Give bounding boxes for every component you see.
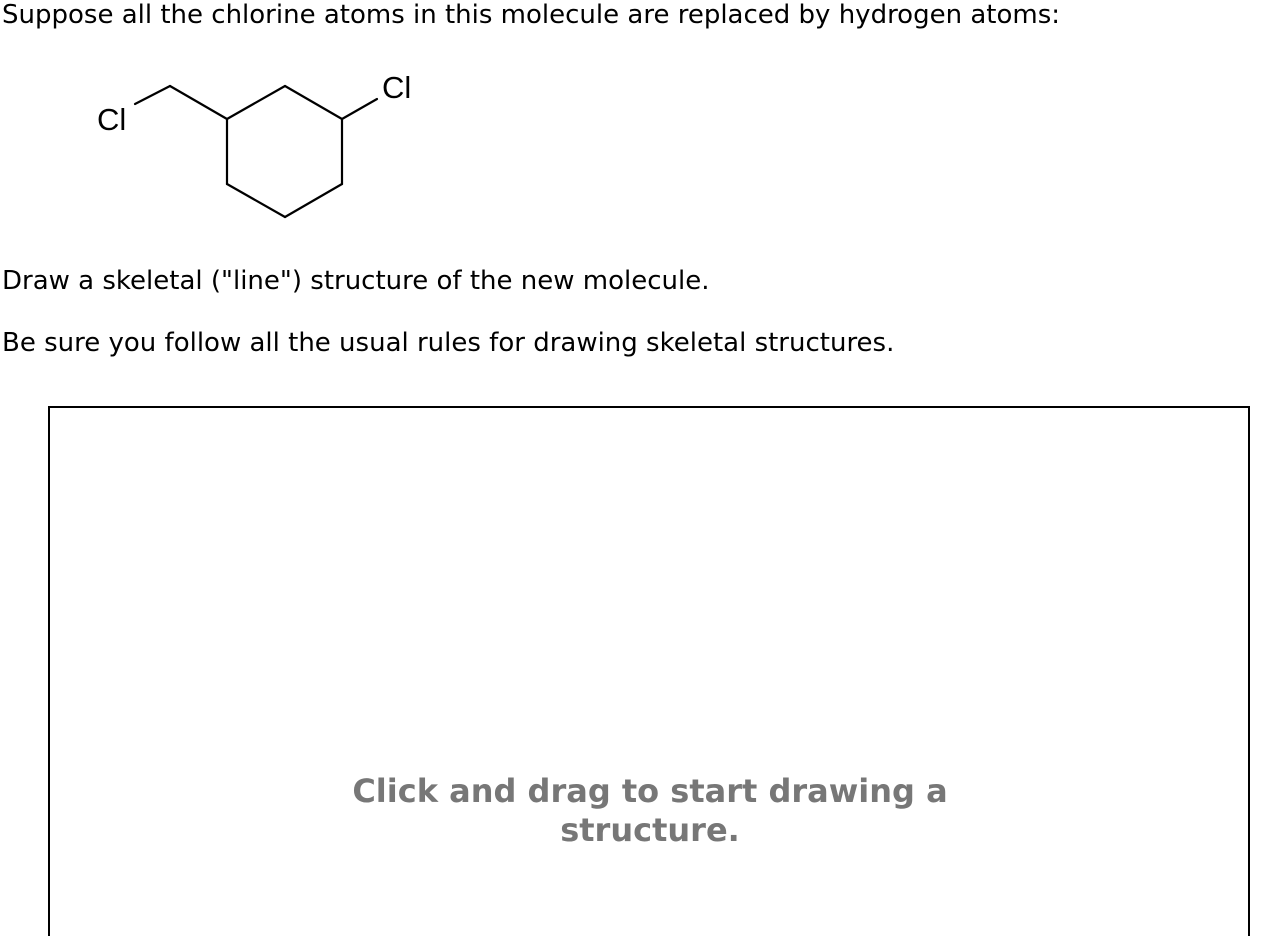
ring-bond-2 bbox=[285, 86, 342, 119]
atom-label-cl-right: Cl bbox=[382, 70, 412, 105]
ring-bond-4 bbox=[285, 184, 342, 217]
question-instruction-text: Draw a skeletal ("line") structure of the new molecule. bbox=[2, 266, 710, 296]
bond-ring-cl bbox=[342, 99, 377, 119]
question-intro-text: Suppose all the chlorine atoms in this molecule are replaced by hydrogen atoms: bbox=[2, 0, 1061, 30]
bond-ch2-ring bbox=[170, 86, 227, 119]
atom-label-cl-left: Cl bbox=[97, 102, 127, 137]
ring-bond-1 bbox=[227, 86, 285, 119]
ring-bond-5 bbox=[227, 184, 285, 217]
structure-drawing-canvas[interactable] bbox=[48, 406, 1250, 936]
canvas-hint-text: Click and drag to start drawing a structure. bbox=[352, 772, 948, 849]
molecule-structure-image bbox=[0, 40, 500, 240]
bond-cl-ch2 bbox=[135, 86, 170, 104]
question-rules-text: Be sure you follow all the usual rules for drawing skeletal structures. bbox=[2, 328, 895, 358]
